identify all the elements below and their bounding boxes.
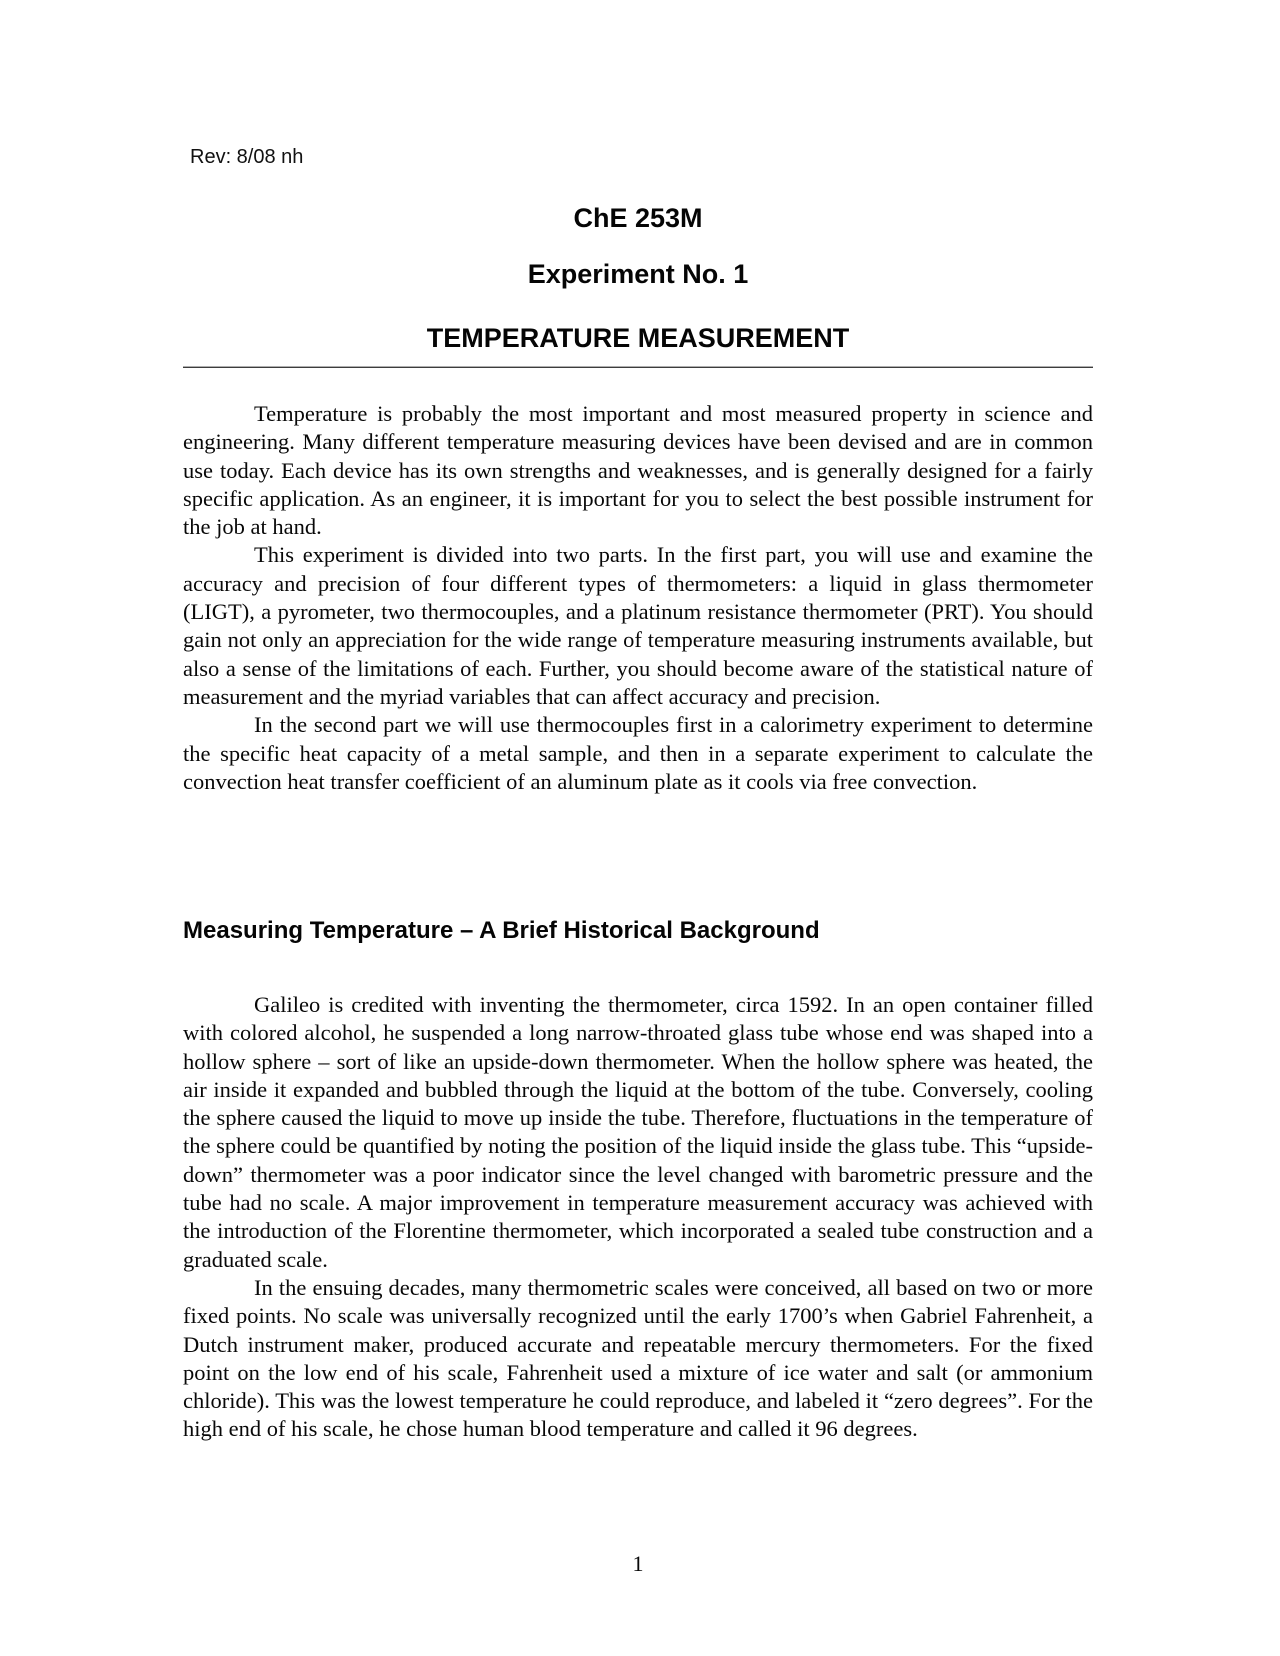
course-code-heading: ChE 253M [573, 203, 703, 233]
history-section [183, 915, 1093, 1444]
document-header [183, 203, 1093, 368]
experiment-number-heading: Experiment No. 1 [527, 259, 749, 289]
section-heading: Measuring Temperature – A Brief Historical Background [183, 917, 820, 944]
revision-label: Rev: 8/08 nh [190, 146, 304, 168]
introduction-section [183, 400, 1093, 796]
intro-paragraph-3: In the second part we will use thermocouples first in a calorimetry experiment to determine the specific heat capacity of a metal sample, and then in a separate experiment to calculate the convection heat transfer coefficient of an aluminum plate as it cools via free convection. [183, 712, 1093, 794]
history-paragraph-1: Galileo is credited with inventing the thermometer, circa 1592. In an open container filled with colored alcohol, he suspended a long narrow-throated glass tube whose end was shaped into a hollow sphere – sort of like an upside-down thermometer. When the hollow sphere was heated, the air inside it expanded and bubbled through the liquid at the bottom of the tube. Conversely, cooling the sphere caused the liquid to move up inside the tube. Therefore, fluctuations in the temperature of the sphere could be quantified by noting the position of the liquid inside the glass tube. This “upside-down” thermometer was a poor indicator since the level changed with barometric pressure and the tube had no scale. A major improvement in temperature measurement accuracy was achieved with the introduction of the Florentine thermometer, which incorporated a sealed tube construction and a graduated scale. [183, 992, 1093, 1272]
intro-paragraph-2: This experiment is divided into two parts. In the first part, you will use and examine the accuracy and precision of four different types of thermometers: a liquid in glass thermometer (LIGT), a pyrometer, two thermocouples, and a platinum resistance thermometer (PRT). You should gain not only an appreciation for the wide range of temperature measuring instruments available, but also a sense of the limitations of each. Further, you should become aware of the statistical nature of measurement and the myriad variables that can affect accuracy and precision. [183, 542, 1093, 709]
page-number: 1 [632, 1551, 644, 1576]
intro-paragraph-1: Temperature is probably the most important and most measured property in science and engineering. Many different temperature measuring devices have been devised and are in common use today. Each device has its own strengths and weaknesses, and is generally designed for a fairly specific application. As an engineer, it is important for you to select the best possible instrument for the job at hand. [183, 401, 1093, 540]
history-paragraph-2: In the ensuing decades, many thermometric scales were conceived, all based on two or more fixed points. No scale was universally recognized until the early 1700’s when Gabriel Fahrenheit, a Dutch instrument maker, produced accurate and repeatable mercury thermometers. For the fixed point on the low end of his scale, Fahrenheit used a mixture of ice water and salt (or ammonium chloride). This was the lowest temperature he could reproduce, and labeled it “zero degrees”. For the high end of his scale, he chose human blood temperature and called it 96 degrees. [183, 1274, 1093, 1442]
title-rule [183, 366, 1093, 368]
document-title: TEMPERATURE MEASUREMENT [426, 323, 850, 353]
